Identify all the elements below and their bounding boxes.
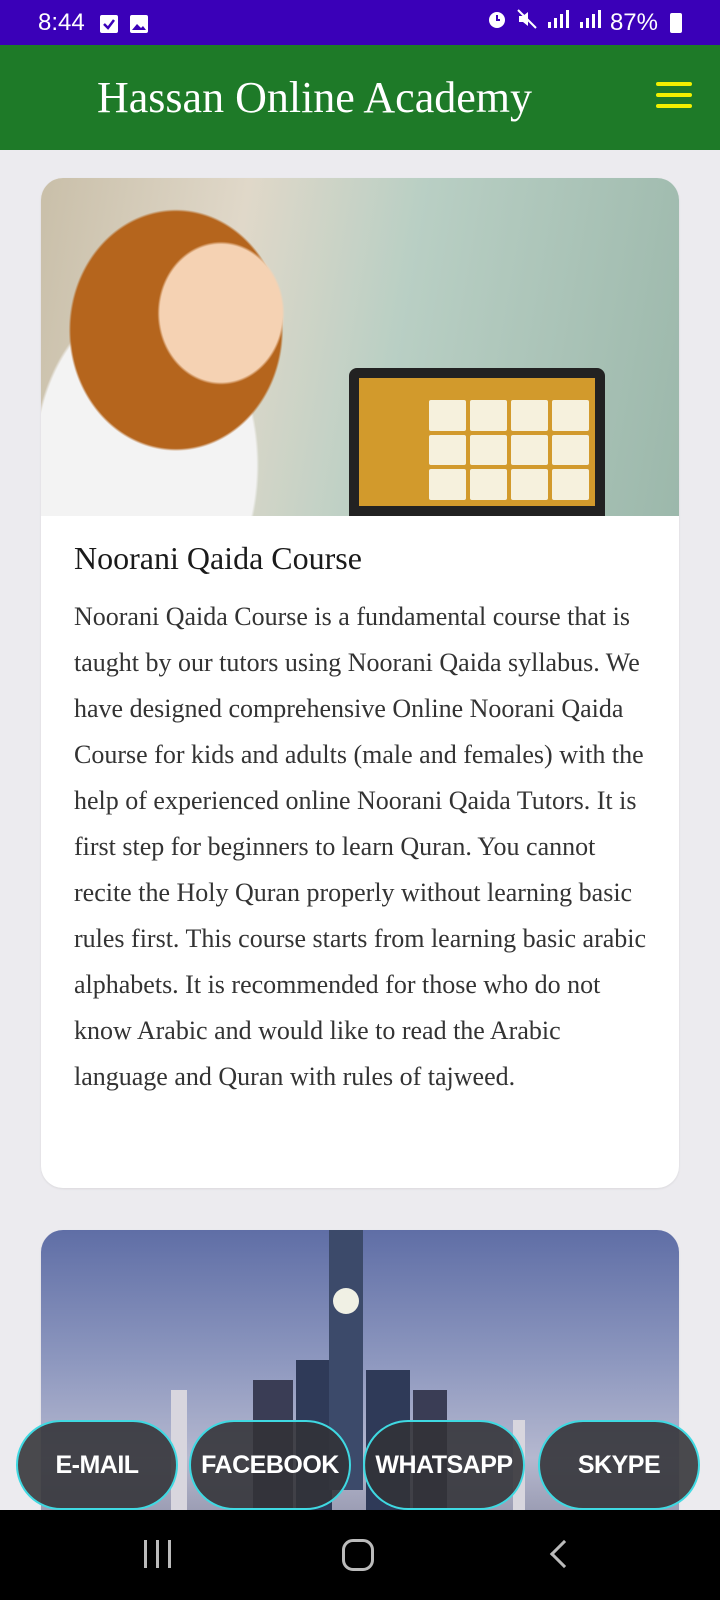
battery-icon: [670, 13, 682, 33]
whatsapp-button[interactable]: WHATSAPP: [363, 1420, 525, 1510]
course-description: Noorani Qaida Course is a fundamental course that is taught by our tutors using Noorani Qaida syllabus. We have designed comprehensive Online Noorani Qaida Course for kids and adults (male and females) with the help of experienced online Noorani Qaida Tutors. It is first step for beginners to learn Quran. You cannot recite the Holy Quran properly without learning basic rules first. This course starts from learning basic arabic alphabets. It is recommended for those who do not know Arabic and would like to read the Arabic language and Quran with rules of tajweed.: [74, 602, 647, 1091]
home-icon[interactable]: [330, 1530, 390, 1580]
battery-percent: 87%: [609, 8, 658, 36]
email-button[interactable]: E-MAIL: [16, 1420, 178, 1510]
status-time: 8:44: [38, 8, 85, 36]
course-title: Noorani Qaida Course: [74, 540, 362, 576]
app-title: Hassan Online Academy: [97, 73, 532, 122]
mute-icon: [516, 8, 538, 37]
course-card[interactable]: [41, 178, 679, 1188]
hamburger-menu-icon[interactable]: [656, 82, 692, 110]
signal-icon: [546, 8, 570, 37]
signal-icon: [578, 8, 602, 37]
image-icon: [129, 13, 149, 33]
recents-icon[interactable]: [128, 1530, 188, 1580]
system-nav-bar: [0, 1510, 720, 1600]
app-bar: [0, 45, 720, 150]
course-image: [41, 178, 679, 516]
laptop-illustration: [349, 368, 605, 516]
facebook-button[interactable]: FACEBOOK: [189, 1420, 351, 1510]
status-bar: [0, 0, 720, 45]
checkbox-icon: [99, 13, 119, 33]
back-icon[interactable]: [532, 1530, 592, 1580]
alarm-icon: [486, 8, 508, 37]
skype-button[interactable]: SKYPE: [538, 1420, 700, 1510]
